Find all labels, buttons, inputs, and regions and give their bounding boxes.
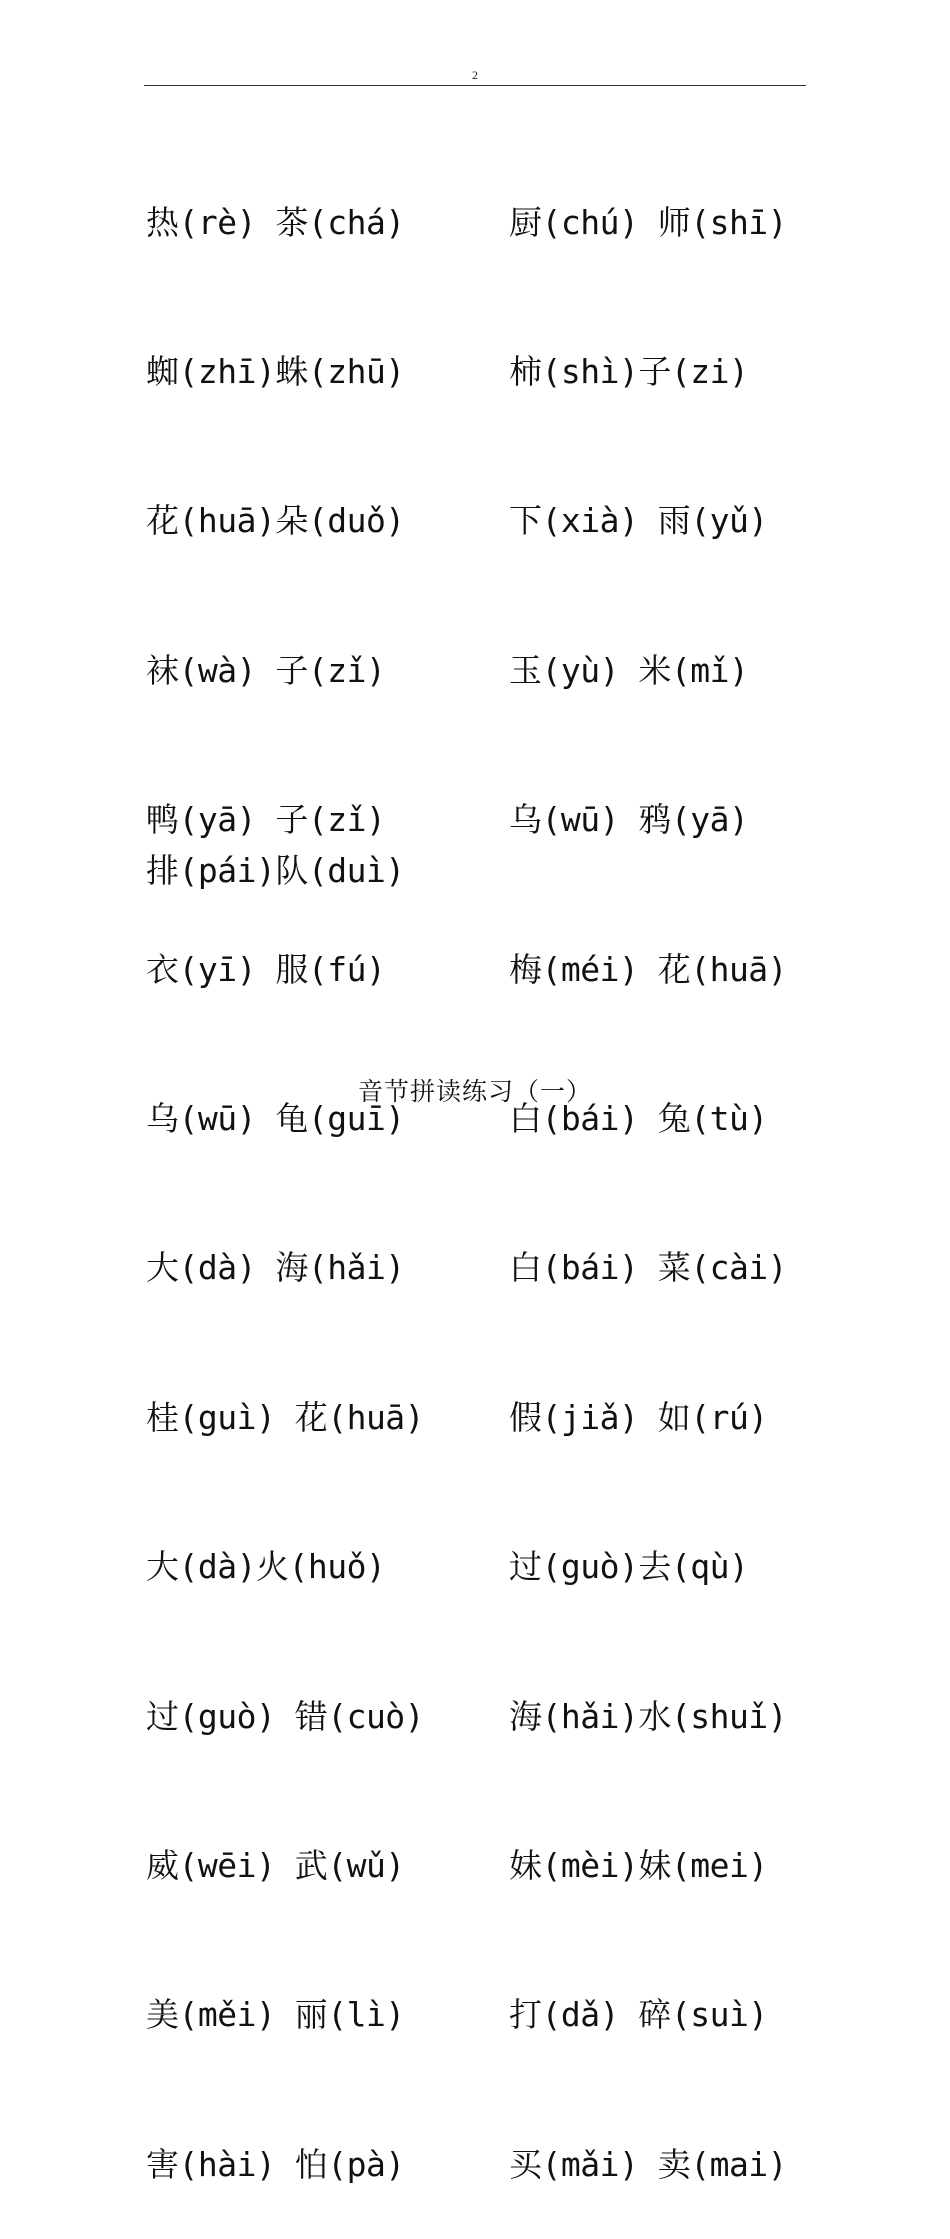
word-pair: 假(jiǎ) 如(rú) [509, 1397, 768, 1437]
word-pair: 过(guò) 错(cuò) [146, 1696, 425, 1736]
word-pair: 威(wēi) 武(wǔ) [146, 1845, 405, 1885]
left-word-column [146, 98, 424, 2239]
word-pair: 蜘(zhī)蛛(zhū) [146, 351, 405, 391]
word-pair: 乌(wū) 鸦(yā) [509, 800, 749, 840]
word-pair: 柿(shì)子(zi) [509, 351, 749, 391]
word-pair: 玉(yù) 米(mǐ) [509, 650, 749, 690]
header-rule [144, 85, 806, 86]
word-pair: 大(dà)火(huǒ) [146, 1547, 386, 1587]
word-pair: 梅(méi) 花(huā) [509, 949, 788, 989]
word-pair: 白(bái) 菜(cài) [509, 1248, 788, 1288]
word-pair: 花(huā)朵(duǒ) [146, 501, 405, 541]
word-pair: 美(měi) 丽(lì) [146, 1995, 405, 2035]
page-number: 2 [472, 68, 478, 82]
word-pair: 乌(wū) 龟(guī) [146, 1098, 405, 1138]
extra-word-pair: 排(pái)队(duì) [146, 851, 405, 890]
word-pair: 打(dǎ) 碎(suì) [509, 1995, 768, 2035]
section-title: 音节拼读练习（一） [357, 1077, 592, 1106]
right-word-column [509, 98, 787, 2239]
word-pair: 大(dà) 海(hǎi) [146, 1248, 405, 1288]
word-pair: 下(xià) 雨(yǔ) [509, 501, 768, 541]
word-pair: 袜(wà) 子(zǐ) [146, 650, 386, 690]
word-pair: 害(hài) 怕(pà) [146, 2144, 405, 2184]
word-pair: 妹(mèi)妹(mei) [509, 1845, 768, 1885]
word-pair: 海(hǎi)水(shuǐ) [509, 1696, 788, 1736]
word-pair: 过(guò)去(qù) [509, 1547, 749, 1587]
word-pair: 鸭(yā) 子(zǐ) [146, 800, 386, 840]
word-pair: 衣(yī) 服(fú) [146, 949, 386, 989]
word-pair: 桂(guì) 花(huā) [146, 1397, 425, 1437]
word-pair: 厨(chú) 师(shī) [509, 202, 788, 242]
word-pair: 白(bái) 兔(tù) [509, 1098, 768, 1138]
word-pair: 买(mǎi) 卖(mai) [509, 2144, 788, 2184]
word-pair: 热(rè) 茶(chá) [146, 202, 405, 242]
